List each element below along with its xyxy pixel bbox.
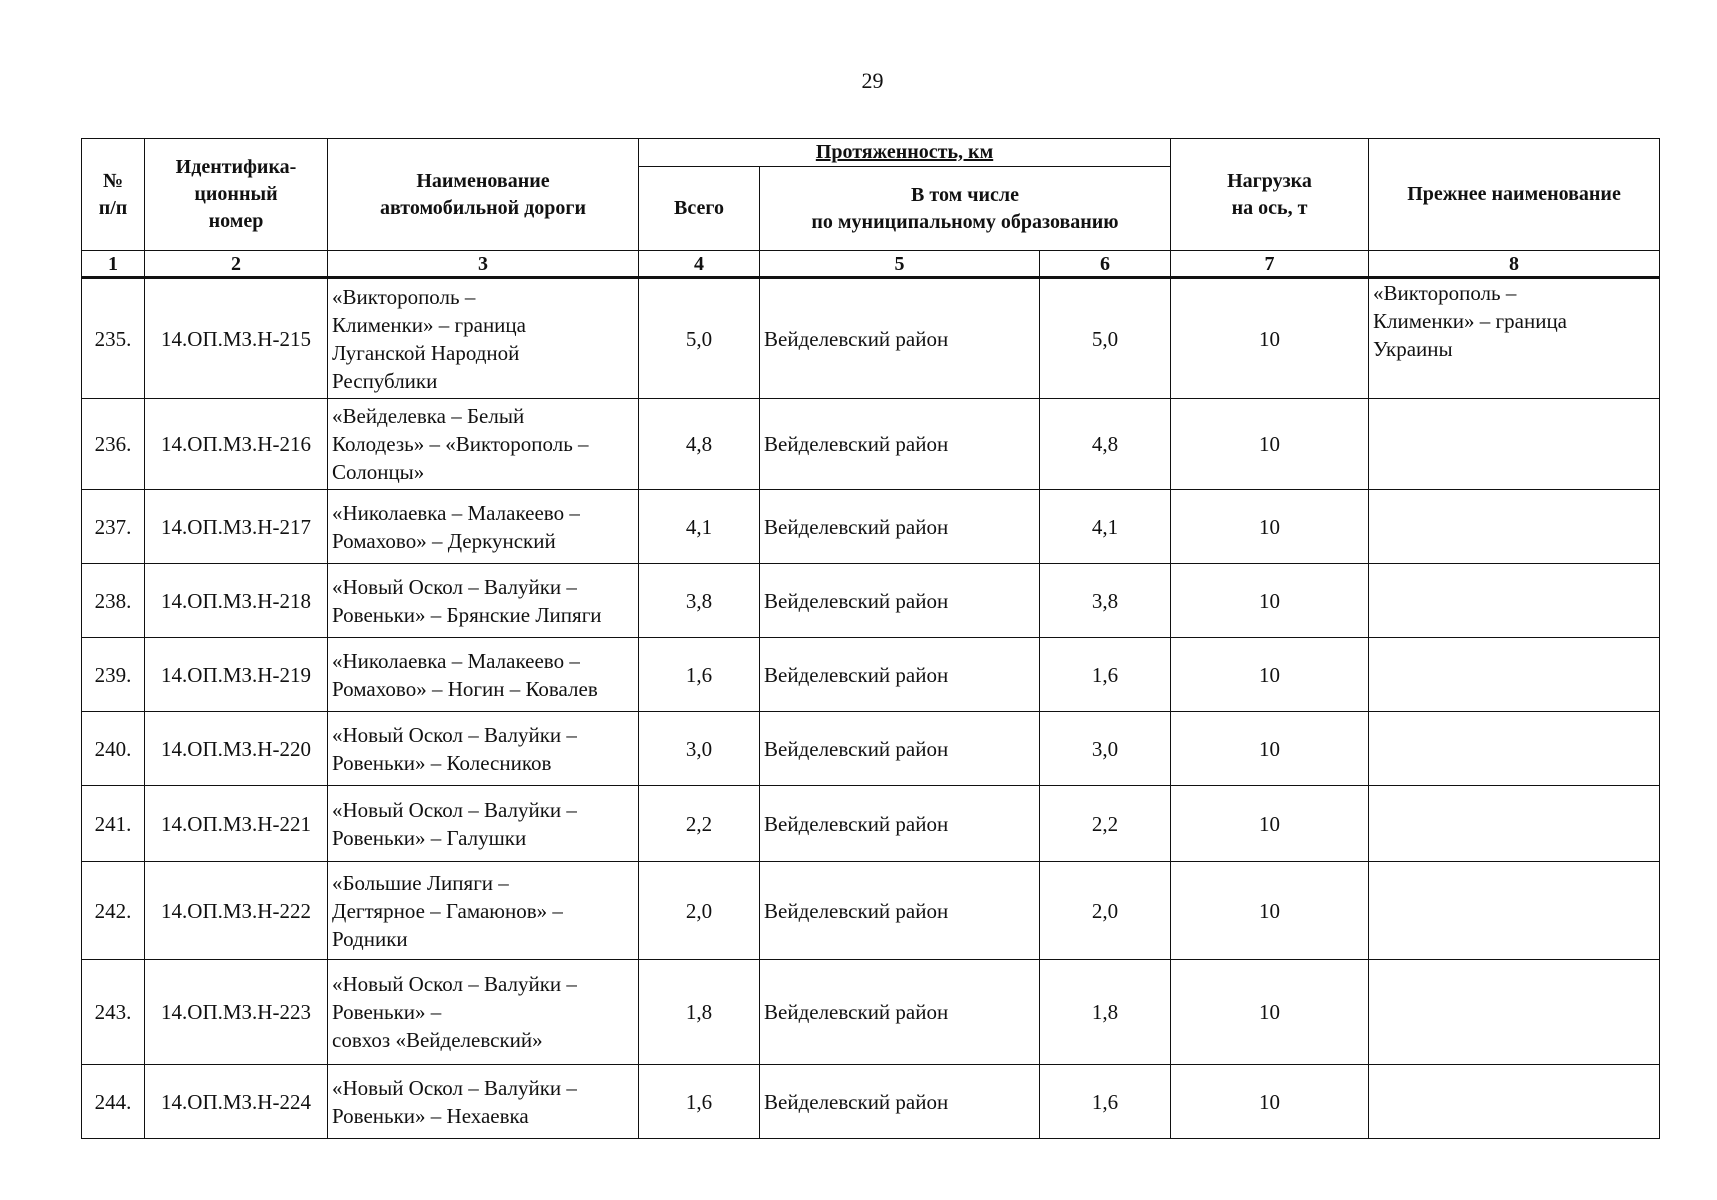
road-name-line: Ромахово» – Ногин – Ковалев	[332, 676, 598, 701]
length-municipality: 5,0	[1040, 278, 1171, 399]
row-number: 237.	[82, 490, 145, 564]
road-name-line: «Новый Оскол – Валуйки –	[332, 722, 577, 747]
table-row	[82, 786, 1660, 862]
road-name-line: Ровеньки» – Галушки	[332, 825, 527, 850]
axle-load: 10	[1171, 786, 1369, 862]
road-name-line: «Новый Оскол – Валуйки –	[332, 1075, 577, 1100]
page-number: 29	[861, 68, 884, 93]
previous-name	[1369, 960, 1660, 1065]
axle-load: 10	[1171, 399, 1369, 490]
length-total: 2,0	[639, 862, 760, 960]
road-identifier: 14.ОП.МЗ.Н-215	[145, 278, 328, 399]
municipality: Вейделевский район	[760, 638, 1040, 712]
column-number-row	[82, 251, 1660, 278]
previous-name	[1369, 278, 1660, 399]
length-municipality: 2,0	[1040, 862, 1171, 960]
axle-load: 10	[1171, 1065, 1369, 1139]
road-name-line: Ровеньки» – Нехаевка	[332, 1103, 529, 1128]
length-municipality: 4,8	[1040, 399, 1171, 490]
axle-load: 10	[1171, 862, 1369, 960]
previous-name	[1369, 399, 1660, 490]
municipality: Вейделевский район	[760, 1065, 1040, 1139]
header-load-line: на ось, т	[1231, 196, 1308, 219]
road-identifier: 14.ОП.МЗ.Н-217	[145, 490, 328, 564]
table-row	[82, 638, 1660, 712]
length-total: 4,8	[639, 399, 760, 490]
previous-name	[1369, 1065, 1660, 1139]
previous-name	[1369, 712, 1660, 786]
header-name-line: автомобильной дороги	[379, 196, 587, 219]
length-municipality: 4,1	[1040, 490, 1171, 564]
row-number: 242.	[82, 862, 145, 960]
road-name-line: Ровеньки» – Колесников	[332, 750, 552, 775]
road-name	[328, 786, 639, 862]
row-number: 244.	[82, 1065, 145, 1139]
axle-load: 10	[1171, 960, 1369, 1065]
header-total: Всего	[639, 167, 760, 251]
road-name-line: Солонцы»	[332, 460, 425, 484]
header-prev: Прежнее наименование	[1369, 139, 1660, 251]
length-municipality: 3,8	[1040, 564, 1171, 638]
road-name	[328, 638, 639, 712]
header-name-line: Наименование	[416, 169, 550, 192]
road-name-line: Ровеньки» –	[332, 1000, 442, 1024]
table-row	[82, 712, 1660, 786]
length-total: 1,8	[639, 960, 760, 1065]
length-total: 2,2	[639, 786, 760, 862]
header-length-group: Протяженность, км	[639, 139, 1171, 167]
row-number: 240.	[82, 712, 145, 786]
header-num-line: №	[102, 169, 124, 192]
road-name-line: Родники	[332, 926, 408, 951]
road-name-line: «Новый Оскол – Валуйки –	[332, 797, 577, 822]
table-row	[82, 1065, 1660, 1139]
previous-name	[1369, 786, 1660, 862]
length-total: 1,6	[639, 638, 760, 712]
previous-name	[1369, 638, 1660, 712]
road-identifier: 14.ОП.МЗ.Н-221	[145, 786, 328, 862]
municipality: Вейделевский район	[760, 786, 1040, 862]
road-name	[328, 278, 639, 399]
table-row	[82, 278, 1660, 399]
previous-name	[1369, 490, 1660, 564]
column-number: 7	[1171, 251, 1369, 278]
column-number: 5	[760, 251, 1040, 278]
road-name	[328, 960, 639, 1065]
column-number: 2	[145, 251, 328, 278]
length-municipality: 1,6	[1040, 1065, 1171, 1139]
header-row-1	[82, 139, 1660, 167]
road-name	[328, 564, 639, 638]
header-num	[82, 139, 145, 251]
road-identifier: 14.ОП.МЗ.Н-223	[145, 960, 328, 1065]
axle-load: 10	[1171, 490, 1369, 564]
header-incl-line: В том числе	[911, 183, 1019, 206]
axle-load: 10	[1171, 564, 1369, 638]
header-name	[328, 139, 639, 251]
road-identifier: 14.ОП.МЗ.Н-216	[145, 399, 328, 490]
road-name-line: Колодезь» – «Викторополь –	[332, 432, 589, 456]
road-name	[328, 862, 639, 960]
table-row	[82, 862, 1660, 960]
road-name-line: Луганской Народной	[332, 340, 520, 365]
previous-name	[1369, 564, 1660, 638]
length-total: 3,0	[639, 712, 760, 786]
length-total: 3,8	[639, 564, 760, 638]
road-name-line: совхоз «Вейделевский»	[332, 1028, 543, 1052]
header-incl	[760, 167, 1171, 251]
road-identifier: 14.ОП.МЗ.Н-218	[145, 564, 328, 638]
road-name-line: Республики	[332, 368, 438, 393]
column-number: 4	[639, 251, 760, 278]
header-incl-line: по муниципальному образованию	[811, 210, 1119, 233]
road-identifier: 14.ОП.МЗ.Н-220	[145, 712, 328, 786]
axle-load: 10	[1171, 278, 1369, 399]
table-row	[82, 399, 1660, 490]
previous-name	[1369, 862, 1660, 960]
length-municipality: 3,0	[1040, 712, 1171, 786]
column-number: 8	[1369, 251, 1660, 278]
municipality: Вейделевский район	[760, 564, 1040, 638]
length-total: 1,6	[639, 1065, 760, 1139]
table-row	[82, 564, 1660, 638]
municipality: Вейделевский район	[760, 960, 1040, 1065]
length-total: 4,1	[639, 490, 760, 564]
road-name-line: «Большие Липяги –	[332, 870, 509, 895]
municipality: Вейделевский район	[760, 490, 1040, 564]
road-name	[328, 1065, 639, 1139]
road-identifier: 14.ОП.МЗ.Н-224	[145, 1065, 328, 1139]
road-name	[328, 490, 639, 564]
row-number: 243.	[82, 960, 145, 1065]
length-municipality: 1,8	[1040, 960, 1171, 1065]
header-ident-line: ционный	[194, 183, 278, 205]
row-number: 241.	[82, 786, 145, 862]
axle-load: 10	[1171, 712, 1369, 786]
table-body	[82, 278, 1660, 1139]
row-number: 239.	[82, 638, 145, 712]
road-name-line: Дегтярное – Гамаюнов» –	[332, 898, 563, 923]
column-number: 6	[1040, 251, 1171, 278]
axle-load: 10	[1171, 638, 1369, 712]
row-number: 235.	[82, 278, 145, 399]
column-number: 3	[328, 251, 639, 278]
road-identifier: 14.ОП.МЗ.Н-222	[145, 862, 328, 960]
road-name-line: Ровеньки» – Брянские Липяги	[332, 602, 602, 627]
municipality: Вейделевский район	[760, 712, 1040, 786]
municipality: Вейделевский район	[760, 862, 1040, 960]
road-name-line: «Викторополь –	[332, 284, 476, 309]
road-name	[328, 712, 639, 786]
header-ident-line: Идентифика-	[175, 156, 297, 178]
header-load	[1171, 139, 1369, 251]
municipality: Вейделевский район	[760, 278, 1040, 399]
table-row	[82, 960, 1660, 1065]
previous-name-line: Клименки» – граница	[1373, 309, 1567, 333]
road-identifier: 14.ОП.МЗ.Н-219	[145, 638, 328, 712]
road-name-line: Ромахово» – Деркунский	[332, 528, 556, 553]
road-name-line: «Новый Оскол – Валуйки –	[332, 574, 577, 599]
road-name-line: «Новый Оскол – Валуйки –	[332, 972, 577, 996]
header-ident-line: номер	[208, 210, 264, 232]
header-load-line: Нагрузка	[1227, 169, 1312, 192]
road-name-line: «Николаевка – Малакеево –	[332, 648, 580, 673]
length-municipality: 2,2	[1040, 786, 1171, 862]
road-name-line: Клименки» – граница	[332, 312, 526, 337]
previous-name-line: Украины	[1373, 337, 1453, 361]
roads-table	[81, 138, 1660, 1139]
header-num-line: п/п	[98, 196, 128, 219]
table-row	[82, 490, 1660, 564]
row-number: 238.	[82, 564, 145, 638]
road-name	[328, 399, 639, 490]
column-number: 1	[82, 251, 145, 278]
previous-name-line: «Викторополь –	[1373, 281, 1517, 305]
length-total: 5,0	[639, 278, 760, 399]
road-name-line: «Николаевка – Малакеево –	[332, 500, 580, 525]
header-ident	[145, 139, 328, 251]
road-name-line: «Вейделевка – Белый	[332, 404, 525, 428]
row-number: 236.	[82, 399, 145, 490]
municipality: Вейделевский район	[760, 399, 1040, 490]
length-municipality: 1,6	[1040, 638, 1171, 712]
